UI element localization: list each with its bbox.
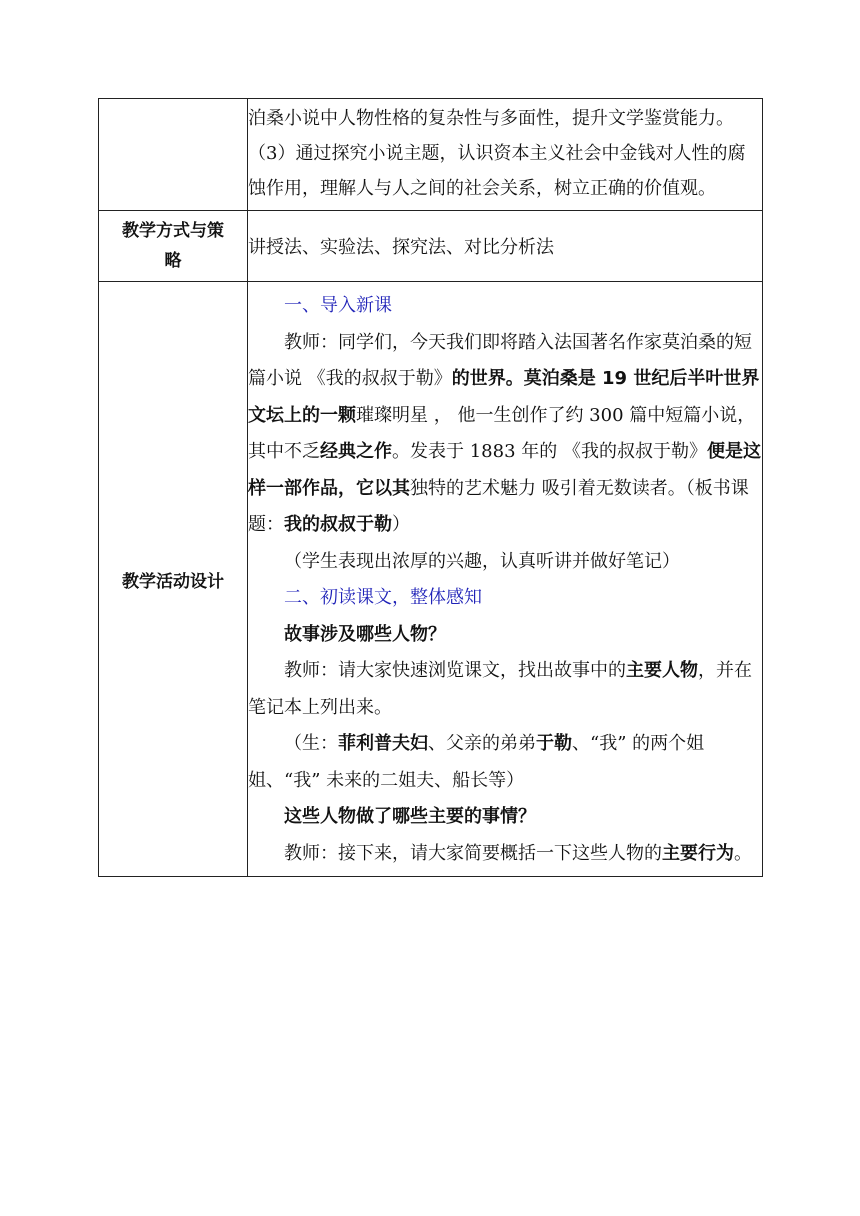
objectives-cell [248, 99, 763, 211]
section-heading-reading: 二、初读课文，整体感知 [284, 587, 482, 608]
objectives-row [99, 99, 763, 211]
student-note-1: （学生表现出浓厚的兴趣，认真听讲并做好笔记） [284, 550, 680, 572]
methods-row [99, 211, 763, 282]
methods-content: 讲授法、实验法、探究法、对比分析法 [248, 211, 763, 282]
student-answer-2: （生：菲利普夫妇、父亲的弟弟于勒、“我” 的两个姐姐、“我” 未来的二姐夫、船长等） [248, 733, 705, 791]
activity-content [248, 282, 763, 877]
lesson-plan-table [98, 98, 763, 877]
objectives-label-cell [99, 99, 248, 211]
objective-text-3: （3）通过探究小说主题，认识资本主义社会中金钱对人性的腐蚀作用，理解人与人之间的社会关系，树立正确的价值观。 [248, 143, 746, 199]
question-characters: 故事涉及哪些人物？ [284, 623, 446, 645]
section-heading-intro: 一、导入新课 [284, 295, 392, 316]
activity-row [99, 282, 763, 877]
methods-label: 教学方式与策 略 [99, 211, 248, 282]
intro-paragraph: 教师：同学们，今天我们即将踏入法国著名作家莫泊桑的短篇小说 《我的叔叔于勒》的世界。莫泊桑是 19 世纪后半叶世界文坛上的一颗璀璨明星 ， 他一生创作了约 300 篇中短篇小说，其中不乏经典之作。发表于 1883 年的 《我的叔叔于勒》便是这样一部作品，它以其独特的艺术魅力 吸引着无数读者。（板书课题：我的叔叔于勒） [248, 331, 761, 535]
teacher-instruction-3: 教师：接下来，请大家简要概括一下这些人物的主要行为。 [284, 842, 752, 864]
activity-label: 教学活动设计 [99, 282, 248, 877]
teacher-instruction-2: 教师：请大家快速浏览课文，找出故事中的主要人物，并在笔记本上列出来。 [248, 660, 752, 718]
question-actions: 这些人物做了哪些主要的事情？ [284, 806, 536, 827]
objective-text-2: 泊桑小说中人物性格的复杂性与多面性，提升文学鉴赏能力。 [248, 108, 734, 129]
